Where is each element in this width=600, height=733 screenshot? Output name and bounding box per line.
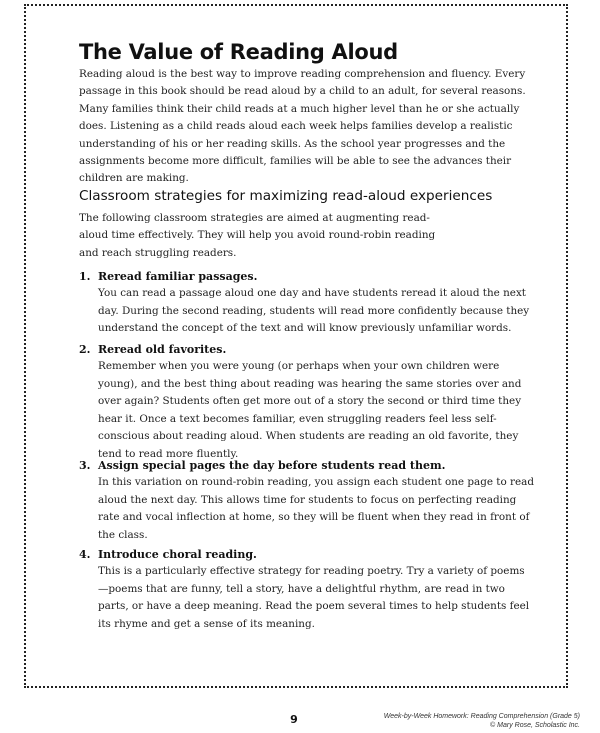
footer-credit xyxy=(384,712,580,730)
strategy-body: Remember when you were young (or perhaps when your own children were young), and the best thing about reading was hearing the same stories over and over again? Students often get more out of a story the second or third time they hear it. Once a text becomes familiar, even struggling readers feel less self-conscious about reading aloud. When students are reading an old favorite, they tend to read more fluently. xyxy=(98,360,522,460)
strategy-number: 1. xyxy=(79,270,91,283)
strategy-body: This is a particularly effective strategy for reading poetry. Try a variety of poems—poems that are funny, tell a story, have a delightful rhythm, are read in two parts, or have a deep meaning. Read the poem several times to help students feel its rhyme and get a sense of its meaning. xyxy=(98,565,530,630)
strategy-body: You can read a passage aloud one day and have students reread it aloud the next day. During the second reading, students will read more confidently because they understand the concept of the text and will know previously unfamiliar words. xyxy=(98,287,530,335)
strategy-heading: Reread old favorites. xyxy=(98,343,227,356)
strategy-item-4 xyxy=(79,546,534,633)
strategy-heading: Reread familiar passages. xyxy=(98,270,258,283)
section-intro-paragraph: The following classroom strategies are aimed at augmenting read-aloud time effectively. They will help you avoid round-robin reading and reach struggling readers. xyxy=(79,212,436,259)
section-subheading: Classroom strategies for maximizing read-aloud experiences xyxy=(79,188,493,204)
strategy-item-1 xyxy=(79,268,534,338)
page-number: 9 xyxy=(290,713,298,726)
strategy-number: 2. xyxy=(79,343,91,356)
intro-paragraph: Reading aloud is the best way to improve reading comprehension and fluency. Every passage in this book should be read aloud by a child to an adult, for several reasons. Many families think their child reads at a much higher level than he or she actually does. Listening as a child reads aloud each week helps families develop a realistic understanding of his or her reading skills. As the school year progresses and the assignments become more difficult, families will be able to see the advances their children are making. xyxy=(79,68,526,185)
strategy-item-3 xyxy=(79,457,534,544)
page-title: The Value of Reading Aloud xyxy=(79,40,398,64)
strategy-heading: Introduce choral reading. xyxy=(98,548,257,561)
strategy-number: 4. xyxy=(79,548,91,561)
strategy-body: In this variation on round-robin reading, you assign each student one page to read aloud the next day. This allows time for students to focus on perfecting reading rate and vocal inflection at home, so they will be fluent when they read in front of the class. xyxy=(98,476,534,541)
credit-line-book: Week-by-Week Homework: Reading Comprehension (Grade 5) xyxy=(383,713,580,720)
strategy-item-2 xyxy=(79,341,534,464)
strategy-heading: Assign special pages the day before students read them. xyxy=(98,459,446,472)
strategy-number: 3. xyxy=(79,459,91,472)
credit-line-copyright: © Mary Rose, Scholastic Inc. xyxy=(490,722,580,729)
